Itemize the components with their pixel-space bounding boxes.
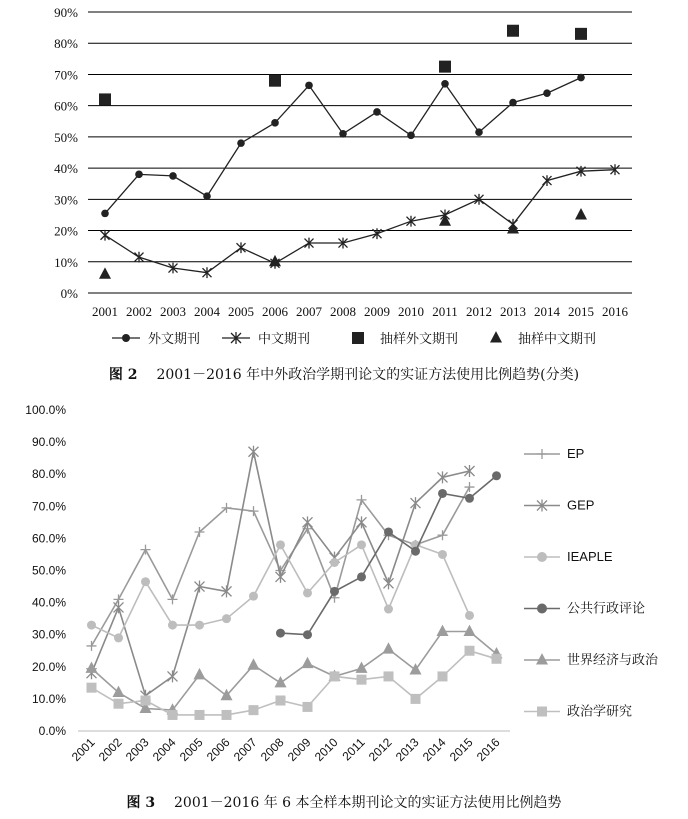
x-tick-label: 2006 bbox=[203, 735, 233, 765]
y-tick-label: 100.0% bbox=[25, 403, 66, 417]
legend-item bbox=[524, 652, 659, 667]
x-tick-label: 2015 bbox=[568, 304, 594, 319]
data-point bbox=[114, 601, 124, 613]
data-point bbox=[114, 633, 123, 642]
data-point bbox=[141, 545, 151, 555]
data-point bbox=[356, 662, 368, 673]
series-line bbox=[92, 545, 470, 638]
x-tick-label: 2012 bbox=[466, 304, 492, 319]
y-tick-label: 0.0% bbox=[38, 724, 66, 738]
y-tick-label: 80% bbox=[54, 36, 78, 52]
data-point bbox=[357, 675, 367, 685]
data-point bbox=[195, 621, 204, 630]
data-point bbox=[464, 625, 476, 636]
data-point bbox=[509, 99, 517, 107]
y-tick-label: 40% bbox=[54, 161, 78, 177]
data-point bbox=[168, 621, 177, 630]
data-point bbox=[441, 80, 449, 88]
data-point bbox=[87, 683, 97, 693]
legend-item bbox=[524, 498, 594, 513]
x-tick-label: 2001 bbox=[68, 735, 98, 765]
data-point bbox=[438, 471, 448, 483]
series-line bbox=[92, 651, 497, 715]
data-point bbox=[276, 571, 286, 583]
data-point bbox=[141, 577, 150, 586]
x-tick-label: 2004 bbox=[149, 735, 179, 765]
legend-marker bbox=[122, 334, 130, 342]
x-tick-label: 2007 bbox=[296, 304, 322, 319]
data-point bbox=[249, 592, 258, 601]
y-tick-label: 70% bbox=[54, 67, 78, 83]
x-tick-label: 2001 bbox=[92, 304, 118, 319]
y-tick-label: 30.0% bbox=[31, 627, 66, 642]
legend-label: IEAPLE bbox=[567, 549, 613, 564]
data-point bbox=[330, 671, 340, 681]
data-point bbox=[249, 506, 259, 516]
data-point bbox=[384, 577, 394, 589]
y-tick-label: 20% bbox=[54, 223, 78, 239]
data-point bbox=[543, 89, 551, 97]
legend-marker bbox=[537, 449, 547, 459]
x-tick-label: 2003 bbox=[122, 735, 152, 765]
data-point bbox=[438, 489, 447, 498]
y-tick-label: 50% bbox=[54, 129, 78, 145]
data-point bbox=[357, 572, 366, 581]
y-tick-label: 90.0% bbox=[31, 435, 66, 450]
legend-item bbox=[524, 601, 645, 616]
data-point bbox=[194, 668, 206, 679]
legend-marker bbox=[537, 604, 547, 614]
y-tick-label: 90% bbox=[54, 5, 78, 20]
series-line bbox=[92, 632, 497, 711]
x-tick-label: 2005 bbox=[228, 304, 254, 319]
y-tick-label: 10.0% bbox=[31, 691, 66, 706]
y-tick-label: 30% bbox=[54, 192, 78, 208]
data-point bbox=[465, 465, 475, 477]
data-point bbox=[373, 228, 382, 239]
legend-item bbox=[524, 549, 613, 564]
x-tick-label: 2002 bbox=[126, 304, 152, 319]
data-point bbox=[465, 646, 475, 656]
data-point bbox=[575, 208, 587, 219]
data-point bbox=[411, 694, 421, 704]
legend-marker bbox=[537, 552, 547, 562]
data-point bbox=[168, 670, 178, 682]
data-point bbox=[438, 550, 447, 559]
x-tick-label: 2009 bbox=[364, 304, 390, 319]
x-tick-label: 2014 bbox=[419, 735, 449, 765]
data-point bbox=[507, 25, 519, 37]
legend-marker bbox=[490, 331, 502, 342]
x-tick-label: 2012 bbox=[365, 735, 395, 765]
data-point bbox=[575, 28, 587, 40]
legend-marker bbox=[537, 707, 547, 717]
series-1 bbox=[87, 482, 475, 651]
data-point bbox=[330, 558, 339, 567]
x-tick-label: 2004 bbox=[194, 304, 220, 319]
data-point bbox=[303, 702, 313, 712]
data-point bbox=[543, 175, 552, 186]
x-tick-label: 2010 bbox=[311, 735, 341, 765]
data-point bbox=[465, 482, 475, 492]
data-point bbox=[302, 657, 314, 668]
legend-item bbox=[490, 331, 596, 346]
data-point bbox=[275, 676, 287, 687]
data-point bbox=[465, 494, 474, 503]
y-tick-label: 70.0% bbox=[31, 499, 66, 514]
data-point bbox=[577, 74, 585, 82]
series-line bbox=[105, 78, 581, 214]
legend-marker bbox=[536, 653, 548, 664]
data-point bbox=[411, 547, 420, 556]
data-point bbox=[437, 625, 449, 636]
data-point bbox=[249, 705, 259, 715]
data-point bbox=[492, 654, 502, 664]
legend-label: 外文期刊 bbox=[148, 331, 201, 346]
data-point bbox=[384, 671, 394, 681]
x-tick-label: 2011 bbox=[339, 735, 368, 764]
legend-label: 抽样中文期刊 bbox=[518, 331, 597, 346]
data-point bbox=[135, 252, 144, 263]
data-point bbox=[492, 471, 501, 480]
x-tick-label: 2016 bbox=[602, 304, 628, 319]
data-point bbox=[222, 614, 231, 623]
legend-label: GEP bbox=[567, 497, 595, 513]
data-point bbox=[303, 588, 312, 597]
data-point bbox=[276, 629, 285, 638]
data-point bbox=[248, 658, 260, 669]
figure-3-caption-label: 图 3 bbox=[126, 795, 156, 811]
x-tick-label: 2008 bbox=[257, 735, 287, 765]
data-point bbox=[305, 82, 313, 90]
chart-2 bbox=[0, 0, 688, 360]
series-2 bbox=[101, 164, 620, 278]
figure-2-caption-text: 2001－2016 年中外政治学期刊论文的实证方法使用比例趋势(分类) bbox=[156, 367, 580, 383]
x-tick-label: 2013 bbox=[392, 735, 422, 765]
legend-marker bbox=[352, 332, 364, 344]
data-point bbox=[438, 671, 448, 681]
y-tick-label: 20.0% bbox=[31, 659, 66, 674]
data-point bbox=[222, 710, 232, 720]
data-point bbox=[303, 516, 313, 528]
data-point bbox=[303, 630, 312, 639]
figure-3-caption-text: 2001－2016 年 6 本全样本期刊论文的实证方法使用比例趋势 bbox=[174, 795, 562, 811]
legend-item bbox=[352, 331, 458, 346]
y-tick-label: 60% bbox=[54, 98, 78, 114]
data-point bbox=[465, 611, 474, 620]
data-point bbox=[373, 108, 381, 116]
data-point bbox=[101, 230, 110, 241]
data-point bbox=[87, 621, 96, 630]
x-tick-label: 2002 bbox=[95, 735, 125, 765]
legend-item bbox=[112, 331, 200, 346]
data-point bbox=[168, 710, 178, 720]
y-tick-label: 40.0% bbox=[31, 595, 66, 610]
data-point bbox=[357, 540, 366, 549]
data-point bbox=[339, 130, 347, 138]
series-line bbox=[105, 170, 615, 273]
x-tick-label: 2013 bbox=[500, 304, 526, 319]
figure-2-caption bbox=[0, 364, 688, 384]
data-point bbox=[135, 171, 143, 179]
x-tick-label: 2006 bbox=[262, 304, 288, 319]
chart-3 bbox=[0, 396, 688, 781]
data-point bbox=[411, 497, 421, 509]
data-point bbox=[407, 132, 415, 140]
legend-item bbox=[222, 331, 310, 346]
figure-3-caption bbox=[0, 792, 688, 812]
data-point bbox=[383, 642, 395, 653]
data-point bbox=[99, 93, 111, 105]
series-3 bbox=[99, 25, 587, 106]
data-point bbox=[87, 641, 97, 651]
x-tick-label: 2005 bbox=[176, 735, 206, 765]
data-point bbox=[203, 192, 211, 200]
y-tick-label: 60.0% bbox=[31, 531, 66, 546]
data-point bbox=[141, 696, 151, 706]
data-point bbox=[384, 527, 393, 536]
data-point bbox=[237, 242, 246, 253]
x-tick-label: 2016 bbox=[473, 735, 503, 765]
x-tick-label: 2011 bbox=[432, 304, 458, 319]
x-tick-label: 2008 bbox=[330, 304, 356, 319]
legend-label: EP bbox=[567, 446, 585, 461]
x-tick-label: 2009 bbox=[284, 735, 314, 765]
x-tick-label: 2014 bbox=[534, 304, 560, 319]
y-tick-label: 50.0% bbox=[31, 563, 66, 578]
data-point bbox=[330, 587, 339, 596]
data-point bbox=[271, 119, 279, 127]
x-tick-label: 2015 bbox=[446, 735, 476, 765]
x-tick-label: 2007 bbox=[230, 735, 260, 765]
data-point bbox=[276, 696, 286, 706]
data-point bbox=[113, 686, 125, 697]
y-tick-label: 80.0% bbox=[31, 467, 66, 482]
data-point bbox=[475, 128, 483, 136]
data-point bbox=[439, 61, 451, 73]
series-2 bbox=[87, 446, 475, 702]
data-point bbox=[357, 516, 367, 528]
data-point bbox=[99, 267, 111, 278]
data-point bbox=[195, 710, 205, 720]
data-point bbox=[249, 446, 259, 458]
series-1 bbox=[101, 74, 585, 217]
data-point bbox=[168, 594, 178, 604]
legend-label: 公共行政评论 bbox=[567, 600, 646, 616]
data-point bbox=[237, 139, 245, 147]
data-point bbox=[438, 530, 448, 540]
legend-label: 抽样外文期刊 bbox=[380, 331, 459, 346]
legend-label: 政治学研究 bbox=[567, 703, 633, 719]
data-point bbox=[276, 540, 285, 549]
data-point bbox=[269, 75, 281, 87]
y-tick-label: 0% bbox=[60, 286, 78, 301]
legend-label: 世界经济与政治 bbox=[567, 652, 659, 667]
data-point bbox=[114, 699, 124, 709]
legend-label: 中文期刊 bbox=[258, 331, 311, 346]
legend-item bbox=[524, 446, 584, 461]
y-tick-label: 10% bbox=[54, 254, 78, 270]
x-tick-label: 2003 bbox=[160, 304, 186, 319]
data-point bbox=[384, 605, 393, 614]
data-point bbox=[169, 172, 177, 180]
x-tick-label: 2010 bbox=[398, 304, 424, 319]
figure-2-caption-label: 图 2 bbox=[108, 367, 138, 383]
data-point bbox=[101, 210, 109, 218]
legend-item bbox=[524, 704, 632, 719]
